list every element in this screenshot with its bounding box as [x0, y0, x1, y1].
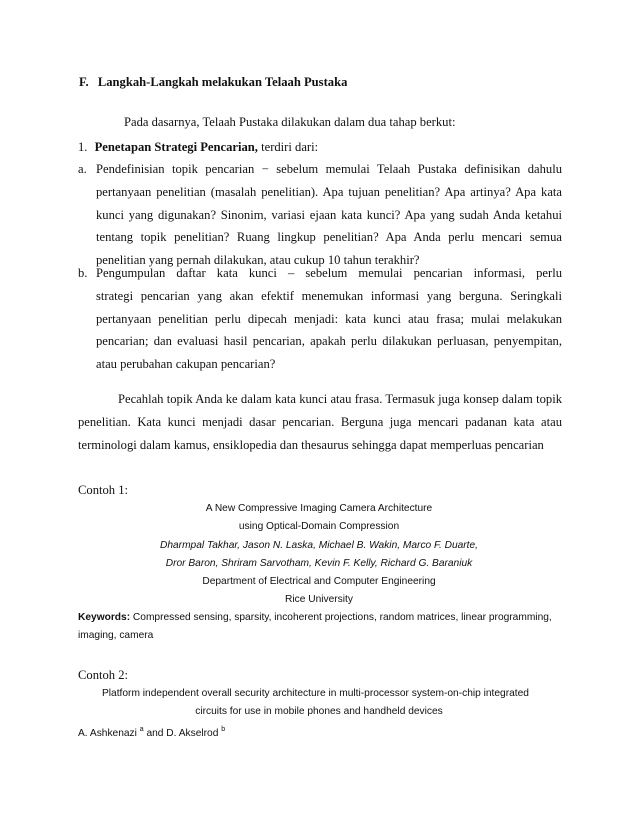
section-title: Langkah-Langkah melakukan Telaah Pustaka — [97, 75, 348, 89]
example-1-keywords — [78, 612, 552, 623]
example-2-title-line-2: circuits for use in mobile phones and handheld devices — [195, 706, 443, 717]
item-b-line: strategi pencarian yang akan efektif menemukan informasi yang berguna. Seringkali — [96, 288, 562, 303]
paragraph-line: penelitian. Kata kunci menjadi dasar pencarian. Berguna juga mencari padanan kata atau — [78, 414, 562, 429]
example-2-authors: A. Ashkenazi $^a$ and D. Akselrod $^b$ — [78, 726, 226, 739]
item-b-marker: b. — [78, 266, 88, 280]
item-b-line: pencarian; dan evaluasi hasil pencarian, apakah perlu dilakukan perluasan, penyempitan, — [96, 334, 562, 349]
example-1-authors-line-2: Dror Baron, Shriram Sarvotham, Kevin F. Kelly, Richard G. Baraniuk — [165, 558, 473, 569]
paragraph-line: Pecahlah topik Anda ke dalam kata kunci atau frasa. Termasuk juga konsep dalam topik — [118, 392, 562, 406]
keywords-text: Compressed sensing, sparsity, incoherent projections, random matrices, linear programming, — [130, 612, 552, 623]
step-1-title: Penetapan Strategi Pencarian, — [94, 140, 258, 154]
paragraph-keywords — [78, 388, 562, 456]
intro-paragraph: Pada dasarnya, Telaah Pustaka dilakukan dalam dua tahap berkut: — [124, 115, 456, 129]
item-b-text — [96, 262, 562, 376]
item-b-line: Pengumpulan daftar kata kunci – sebelum memulai pencarian informasi, perlu — [96, 266, 562, 280]
item-a-marker: a. — [78, 162, 87, 176]
example-2-title-line-1: Platform independent overall security architecture in multi-processor system-on-chip integrated — [102, 688, 529, 699]
example-1-authors-line-1: Dharmpal Takhar, Jason N. Laska, Michael B. Wakin, Marco F. Duarte, — [159, 540, 479, 551]
example-1-keywords-cont: imaging, camera — [78, 630, 154, 641]
step-1-heading — [78, 140, 318, 155]
example-1-department: Department of Electrical and Computer Engineering — [202, 576, 436, 587]
example-1-university: Rice University — [285, 594, 353, 605]
item-a-line: tentang topik penelitian? Ruang lingkup penelitian? Apa Anda perlu mencari semua — [96, 230, 562, 245]
item-a-text — [96, 158, 562, 272]
example-2-label: Contoh 2: — [78, 668, 129, 682]
section-letter: F. — [79, 75, 89, 89]
item-a-line: Pendefinisian topik pencarian − sebelum memulai Telaah Pustaka definisikan dahulu — [96, 162, 562, 176]
item-a-line: penelitian yang pernah dilakukan, atau cukup 10 tahun terakhir? — [96, 253, 420, 268]
section-heading — [79, 75, 347, 90]
example-1-title-line-1: A New Compressive Imaging Camera Architecture — [205, 503, 433, 514]
example-1-label: Contoh 1: — [78, 483, 129, 497]
step-1-rest: terdiri dari: — [257, 140, 319, 154]
item-a-line: kunci yang digunakan? Sinonim, variasi ejaan kata kunci? Apa yang sudah Anda ketahui — [96, 207, 562, 222]
item-b-line: pertanyaan penelitian perlu dipecah menjadi: kata kunci atau frasa; mulai melakukan — [96, 311, 562, 326]
item-a-line: pertanyaan penelitian (masalah penelitian). Apa tujuan penelitian? Apa artinya? Apa kata — [96, 184, 562, 199]
paragraph-line: terminologi dalam kamus, ensiklopedia dan thesaurus sehingga dapat memperluas pencarian — [78, 437, 544, 452]
item-b-line: atau perubahan cakupan pencarian? — [96, 357, 276, 372]
example-1-title-line-2: using Optical-Domain Compression — [238, 521, 400, 532]
step-1-number: 1. — [78, 140, 88, 154]
keywords-label: Keywords: — [78, 612, 131, 623]
